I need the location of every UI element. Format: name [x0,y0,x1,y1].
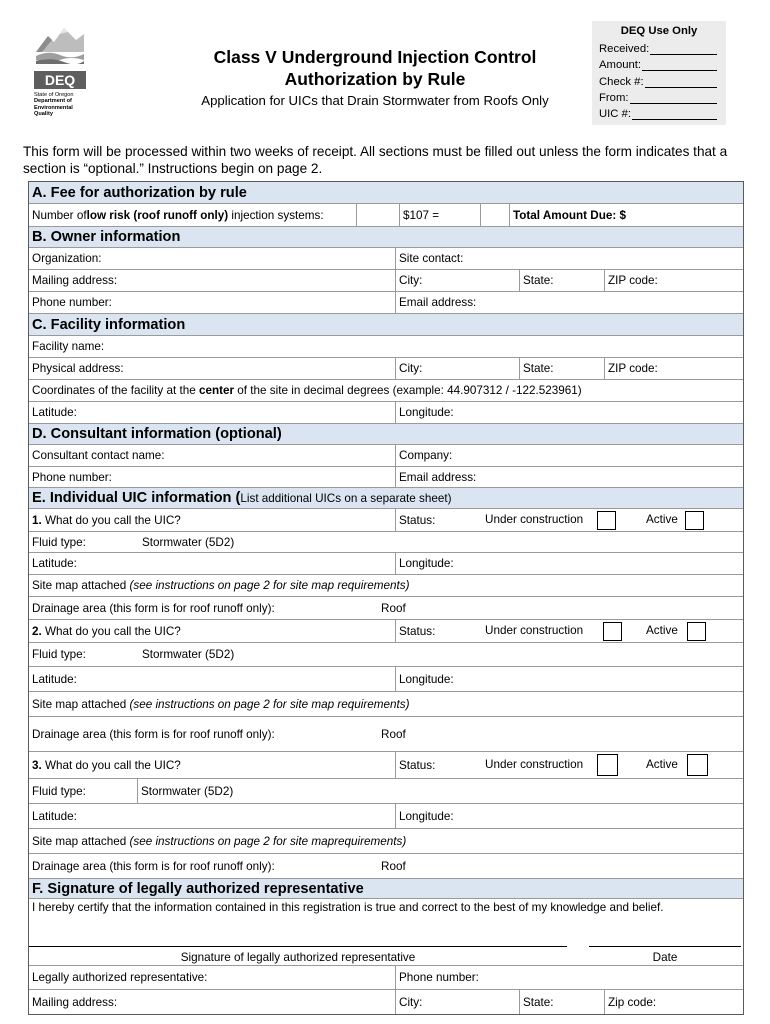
logo-line: Department of [34,98,72,105]
intro-paragraph: This form will be processed within two weeks of receipt. All sections must be filled out unless the form indicates that a section is “optional.” Instructions begin on page 2. [23,144,728,176]
uic-2-fluid-row [29,642,743,666]
uic-3-drainage-row [29,853,743,878]
deq-abbr: DEQ [34,71,86,89]
drainage-area-label: Drainage area (this form is for roof runoff only): [32,859,275,873]
rep-row-1 [29,965,743,989]
application-form [28,181,744,1015]
fluid-type-value: Stormwater (5D2) [142,535,235,549]
signature-label: Signature of legally authorized representative [180,951,416,964]
consultant-name-field[interactable]: Consultant contact name: [32,449,165,462]
label-text: injection systems: [228,208,324,222]
uic-name-field[interactable] [29,509,394,531]
section-note: List additional UICs on a separate sheet) [240,491,452,505]
under-construction-checkbox[interactable] [597,754,618,776]
longitude-field[interactable]: Longitude: [395,553,743,574]
fluid-type-label: Fluid type: [32,648,86,661]
section-e-header [29,487,743,508]
logo-agency-text [34,92,86,118]
signature-line[interactable] [29,946,567,947]
fluid-type-label: Fluid type: [32,535,86,549]
latitude-field[interactable]: Latitude: [32,406,77,419]
section-f-header [29,878,743,898]
status-label: Status: [395,752,479,778]
owner-row-1 [29,247,743,269]
consultant-row-1 [29,444,743,466]
facility-row-4 [29,401,743,423]
label-bold: center [198,384,235,397]
active-label: Active [646,758,678,771]
uic-2-drainage-row [29,716,743,751]
uic-1-fluid-row [29,531,743,552]
longitude-field[interactable]: Longitude: [395,402,743,423]
state-field[interactable]: State: [519,270,605,291]
title-line-1: Class V Underground Injection Control [213,47,537,67]
section-title: D. Consultant information (optional) [32,426,282,442]
facility-row-3 [29,379,743,401]
uic-2-coord-row [29,666,743,691]
consultant-row-2 [29,466,743,487]
drainage-area-value: Roof [381,601,406,615]
under-construction-checkbox[interactable] [597,511,616,530]
zip-field[interactable]: ZIP code: [604,270,744,291]
longitude-field[interactable]: Longitude: [395,804,743,828]
label-text: What do you call the UIC? [41,624,181,638]
field-label: UIC #: [599,107,632,120]
field-label: Amount: [599,59,642,72]
label-note: (see instructions on page 2 for site map requirements) [129,579,410,592]
physical-address-field[interactable]: Physical address: [32,362,124,375]
label-text: Site map attached [32,697,130,711]
mountain-logo-icon [34,22,86,64]
status-label: Status: [395,620,479,642]
uic-1-coord-row [29,552,743,574]
consultant-email-field[interactable]: Email address: [395,467,743,487]
active-label: Active [646,513,678,526]
uic-number: 3. [32,758,42,772]
section-title: B. Owner information [32,229,181,245]
uic-3-name-row [29,751,743,778]
field-label: From: [599,91,629,104]
active-label: Active [646,624,678,637]
drainage-area-value: Roof [381,859,406,873]
facility-row-1 [29,335,743,357]
owner-row-3 [29,291,743,313]
uic-name-field[interactable] [29,752,394,778]
label-text: Site map attached [32,579,130,592]
label-text: of the site in decimal degrees (example: 44.907312 / -122.523961) [234,384,582,397]
title-line-2: Authorization by Rule [284,69,466,89]
owner-row-2 [29,269,743,291]
certification-text: I hereby certify that the information contained in this registration is true and correct to the best of my knowledge and belief. [32,901,664,914]
total-amount-due[interactable]: Total Amount Due: $ [509,204,744,226]
fluid-type-value: Stormwater (5D2) [142,648,235,661]
label-text: What do you call the UIC? [41,758,181,772]
under-construction-label: Under construction [485,624,584,637]
site-map-field[interactable] [29,692,740,716]
email-field[interactable]: Email address: [395,292,743,313]
drainage-area-label: Drainage area (this form is for roof runoff only): [32,601,275,615]
status-label: Status: [395,509,479,531]
state-field[interactable]: State: [519,358,605,379]
uic-2-sitemap-row [29,691,743,716]
active-checkbox[interactable] [687,622,706,641]
longitude-field[interactable]: Longitude: [395,667,743,691]
label-text: Coordinates of the facility at the [32,384,199,397]
label-text: What do you call the UIC? [41,513,181,527]
deq-amount-field[interactable] [592,55,726,71]
num-systems-input[interactable] [356,204,398,226]
label-note: (see instructions on page 2 for site map requirements) [129,697,410,711]
city-field[interactable]: City: [395,990,519,1014]
section-title: C. Facility information [32,316,186,333]
state-field[interactable]: State: [519,990,605,1014]
consultant-phone-field[interactable]: Phone number: [32,470,112,484]
under-construction-checkbox[interactable] [603,622,622,641]
label-note: (see instructions on page 2 for site maprequirements) [129,834,407,848]
uic-number: 1. [32,513,42,527]
section-a-header [29,182,743,203]
uic-number: 2. [32,624,42,638]
section-title: E. Individual UIC information ( [32,490,241,506]
latitude-field[interactable]: Latitude: [32,672,77,686]
zip-field[interactable]: ZIP code: [604,358,744,379]
latitude-field[interactable]: Latitude: [32,809,77,823]
uic-1-drainage-row [29,596,743,619]
section-d-header [29,423,743,444]
city-field[interactable]: City: [395,358,519,379]
fee-row [29,203,743,226]
phone-field[interactable]: Phone number: [32,296,112,309]
drainage-area-label: Drainage area (this form is for roof runoff only): [32,727,275,741]
active-checkbox[interactable] [685,511,704,530]
signature-block [29,898,743,965]
site-map-field[interactable] [29,829,740,853]
form-subtitle: Application for UICs that Drain Stormwater from Roofs Only [201,93,549,108]
deq-uic-field[interactable] [592,104,726,120]
coordinates-instruction [29,380,740,401]
uic-3-sitemap-row [29,828,743,853]
deq-use-title: DEQ Use Only [620,25,698,37]
mailing-address-field[interactable]: Mailing address: [32,274,118,287]
zip-field[interactable]: Zip code: [604,990,744,1014]
fee-result-input[interactable] [480,204,512,226]
uic-3-fluid-row [29,778,743,803]
under-construction-label: Under construction [485,758,584,771]
field-label: Received: [599,43,650,56]
organization-field[interactable]: Organization: [32,252,102,265]
form-title [160,46,590,108]
date-line[interactable] [589,946,741,947]
date-label: Date [652,951,678,964]
logo-line: State of Oregon [34,92,74,98]
section-title: F. Signature of legally authorized representative [32,880,364,897]
uic-1-name-row [29,508,743,531]
deq-check-field[interactable] [592,71,726,87]
company-field[interactable]: Company: [395,445,743,466]
rep-phone-field[interactable]: Phone number: [395,966,743,989]
site-contact-field[interactable]: Site contact: [395,248,743,269]
fluid-type-label: Fluid type: [32,784,86,798]
section-title: A. Fee for authorization by rule [32,184,247,201]
deq-from-field[interactable] [592,88,726,104]
label-text: Number of [32,208,87,222]
label-text: Site map attached [32,834,130,848]
fluid-type-value: Stormwater (5D2) [137,779,741,803]
rep-mailing-field[interactable]: Mailing address: [32,995,118,1009]
uic-3-coord-row [29,803,743,828]
latitude-field[interactable]: Latitude: [32,557,77,570]
city-field[interactable]: City: [395,270,519,291]
field-label: Check #: [599,75,644,88]
uic-2-name-row [29,619,743,642]
section-b-header [29,226,743,247]
active-checkbox[interactable] [687,754,708,776]
uic-name-field[interactable] [29,620,394,642]
deq-received-field[interactable] [592,39,726,55]
under-construction-label: Under construction [485,513,584,526]
rep-row-2 [29,989,743,1014]
facility-row-2 [29,357,743,379]
num-systems-label [29,204,354,226]
drainage-area-value: Roof [381,727,406,741]
deq-logo [34,22,86,118]
section-c-header [29,313,743,335]
deq-use-only-box [592,21,726,125]
uic-1-sitemap-row [29,574,743,596]
label-bold: low risk (roof runoff only) [86,208,229,222]
fee-amount: $107 = [399,204,479,226]
rep-name-field[interactable]: Legally authorized representative: [32,971,208,984]
facility-name-field[interactable]: Facility name: [32,340,105,353]
site-map-field[interactable] [29,575,740,596]
logo-line: Environmental [34,104,73,111]
logo-line: Quality [34,111,53,118]
